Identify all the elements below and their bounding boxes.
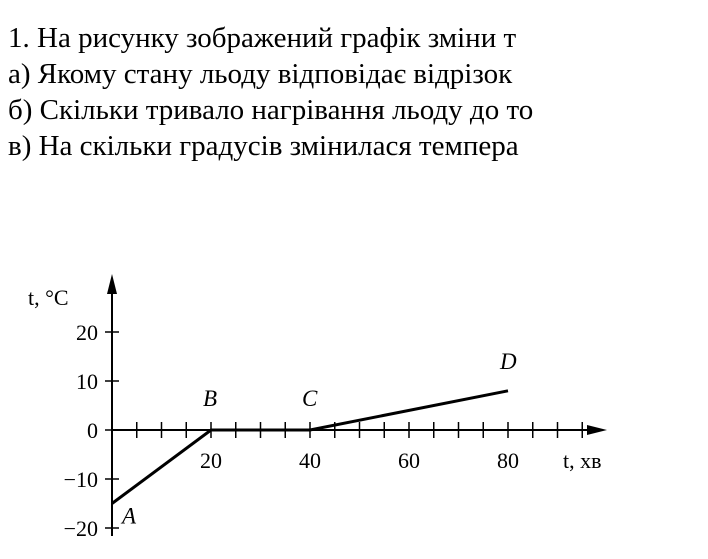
point-label-c: C (302, 386, 318, 411)
y-tick-label: 0 (87, 418, 98, 443)
x-tick-label: 20 (200, 448, 222, 473)
chart-labels (28, 285, 602, 529)
question-line-4: в) На скільки градусів змінилася темпера (8, 130, 519, 162)
point-label-b: B (203, 386, 218, 411)
question-line-1: 1. На рисунку зображений графік зміни т (8, 22, 517, 54)
y-tick-label: 20 (76, 320, 98, 345)
y-tick-label: −20 (63, 516, 98, 541)
point-label-a: A (122, 503, 137, 529)
question-text (8, 20, 708, 164)
y-axis-arrow (107, 274, 117, 294)
temperature-chart (0, 260, 708, 559)
chart-axes (107, 274, 607, 536)
y-axis-title: t, °C (28, 285, 69, 310)
question-line-3: б) Скільки тривало нагрівання льоду до то (8, 94, 534, 126)
x-axis-arrow (587, 425, 607, 435)
x-axis-title: t, хв (563, 448, 602, 473)
point-label-d: D (500, 348, 517, 374)
y-tick-label: −10 (63, 467, 98, 492)
question-line-2: а) Якому стану льоду відповідає відрізок (8, 58, 513, 90)
x-tick-label: 60 (398, 448, 420, 473)
x-tick-label: 80 (497, 448, 519, 473)
y-tick-label: 10 (76, 369, 98, 394)
x-tick-label: 40 (299, 448, 321, 473)
